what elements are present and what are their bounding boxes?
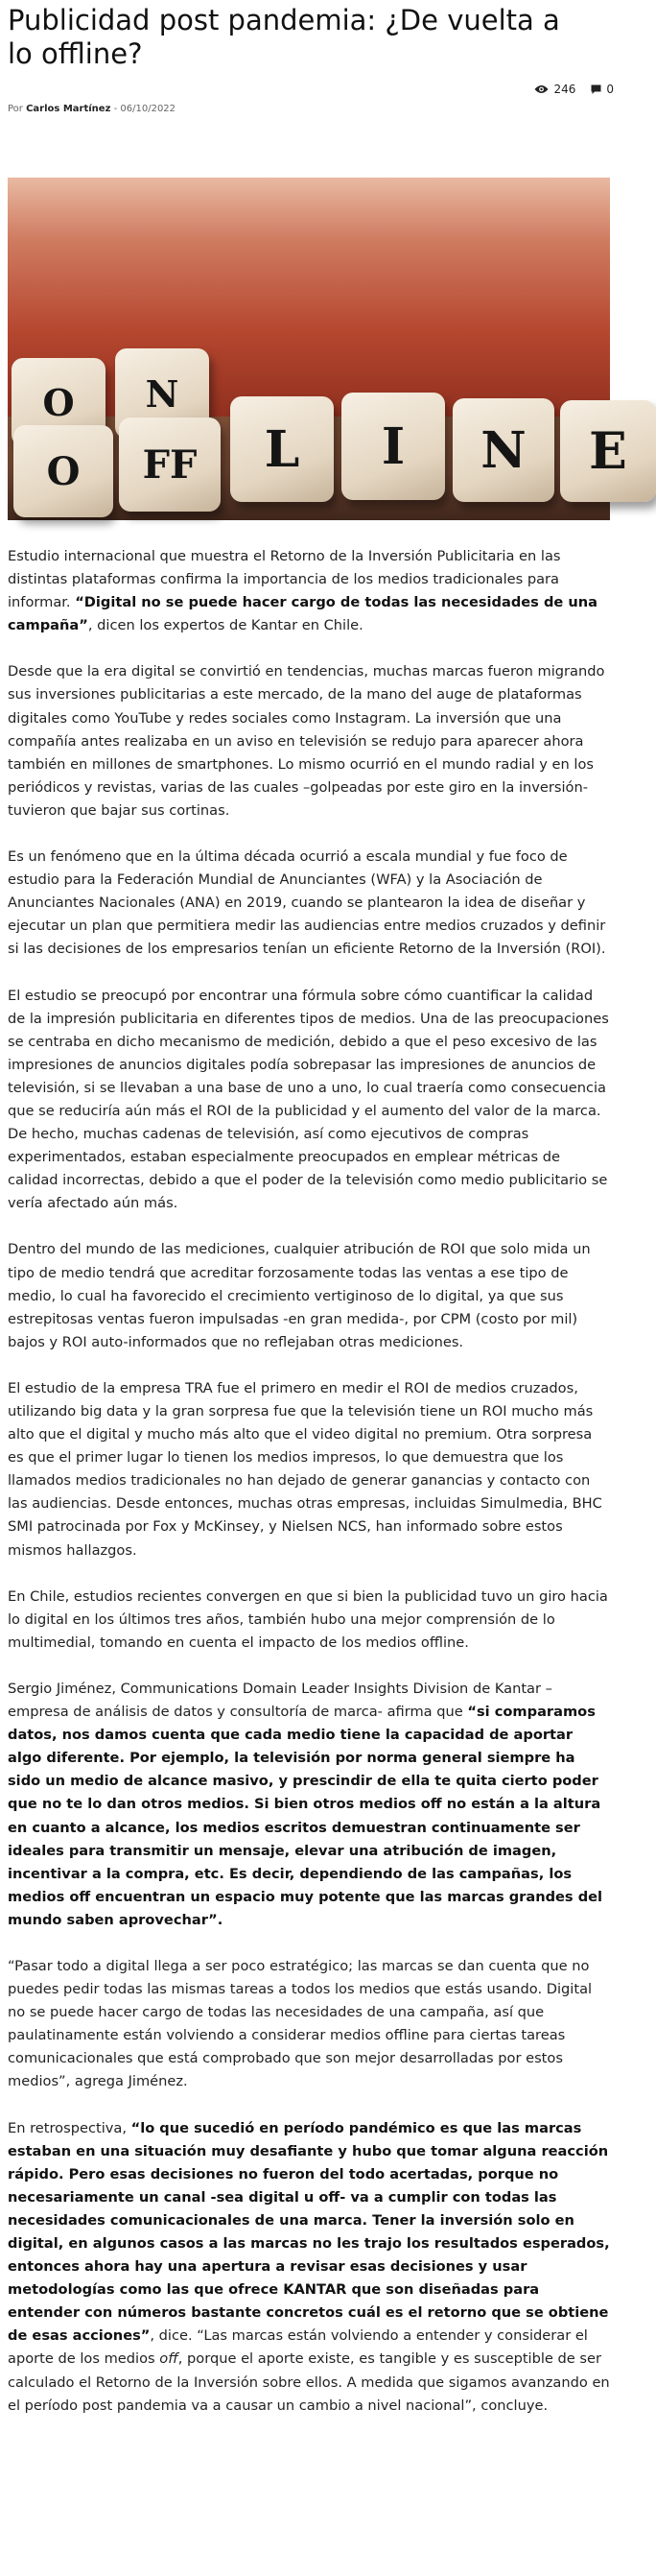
views-counter <box>534 83 575 96</box>
bold-quote: “Digital no se puede hacer cargo de todas las necesidades de una campaña” <box>8 594 598 634</box>
hero-image <box>8 178 627 520</box>
hero-cube <box>560 400 656 502</box>
cube-letter: O <box>42 380 75 424</box>
cube-letter: N <box>145 371 179 416</box>
page-title: Publicidad post pandemia: ¿De vuelta a lo offline? <box>8 4 560 70</box>
paragraph: Es un fenómeno que en la última década ocurrió a escala mundial y fue foco de estudio para la Federación Mundial de Anunciantes (WFA) y la Asociación de Anunciantes Nacionales (ANA) en 2019, cuando se plantearon la idea de diseñar y ejecutar un plan que permitiera medir las audiencias entre medios cruzados y definir si las decisiones de los empresarios tenían un eficiente Retorno de la Inversión (ROI). <box>8 848 606 958</box>
cube-letter: I <box>381 417 406 476</box>
paragraph <box>8 545 610 637</box>
bold-quote: “lo que sucedió en período pandémico es que las marcas estaban en una situación muy desafiante y hubo que tomar alguna reacción rápido. Pero esas decisiones no fueron del todo acertadas, porque no necesariamente un canal -sea digital u off- va a cumplir con todas las necesidades comunicacionales de una marca. Tener la inversión solo en digital, en algunos casos a las marcas no les trajo los resultados esperados, entonces ahora hay una apertura a revisar esas decisiones y usar metodologías como las que ofrece KANTAR que son diseñadas para entender con números bastante concretos cuál es el retorno que se obtiene de esas acciones” <box>8 2119 610 2345</box>
paragraph: El estudio de la empresa TRA fue el primero en medir el ROI de medios cruzados, utilizando big data y la gran sorpresa fue que la televisión tiene un ROI mucho más alto que el digital y mucho más alto que el video digital no premium. Otra sorpresa es que el primer lugar lo tienen los medios impresos, lo que demuestra que los llamados medios tradicionales no han dejado de generar ganancias y contacto con las audiencias. Desde entonces, muchas otras empresas, incluidas Simulmedia, BHC SMI patrocinada por Fox y McKinsey, y Nielsen NCS, han informado sobre estos mismos hallazgos. <box>8 1379 602 1559</box>
comment-icon <box>591 84 601 95</box>
post-date: 06/10/2022 <box>120 104 176 114</box>
article-body <box>8 545 610 2441</box>
cube-letter: E <box>589 421 627 481</box>
cube-letter: L <box>264 419 300 479</box>
eye-icon <box>534 84 549 94</box>
paragraph: El estudio se preocupó por encontrar una fórmula sobre cómo cuantificar la calidad de la impresión publicitaria en diferentes tipos de medios. Una de las preocupaciones se centraba en dicho mecanismo de medición, debido a que el peso excesivo de las impresiones de anuncios digitales podía sobrepasar las impresiones de anuncios de televisión, si se llevaban a una base de uno a uno, lo cual traería como consecuencia que se reduciría aún más el ROI de la publicidad y el aumento del valor de la marca. De hecho, muchas cadenas de televisión, así como ejecutivos de compras experimentados, estaban especialmente preocupados en emplear métricas de calidad incorrectas, debido a que el poder de la televisión como medio publicitario se vería afectado aún más. <box>8 987 609 1212</box>
comments-link[interactable] <box>591 83 614 96</box>
text-run: Estudio internacional que muestra el Retorno de la Inversión Publicitaria en las distintas plataformas confirma la importancia de los medios tradicionales para informar. <box>8 548 561 611</box>
hero-cube <box>341 393 445 500</box>
text-run: Sergio Jiménez, Communications Domain Leader Insights Division de Kantar – empresa de análisis de datos y consultoría de marca- afirma que <box>8 1680 552 1721</box>
paragraph: En Chile, estudios recientes convergen en que si bien la publicidad tuvo un giro hacia lo digital en los últimos tres años, también hubo una mejor comprensión de lo multimedial, tomando en cuenta el impacto de los medios offline. <box>8 1587 608 1651</box>
bold-quote: “si comparamos datos, nos damos cuenta que cada medio tiene la capacidad de aportar algo diferente. Por ejemplo, la televisión por norma general siempre ha sido un medio de alcance masivo, y prescindir de ella te quita cierto poder que no te lo dan otros medios. Si bien otros medios off no están a la altura en cuanto a alcance, los medios escritos demuestran continuamente ser ideales para transmitir un mensaje, elevar una atribución de imagen, incentivar a la compra, etc. Es decir, dependiendo de las campañas, los medios off encuentran un espacio muy potente que las marcas grandes del mundo saben aprovechar”. <box>8 1704 603 1928</box>
paragraph <box>8 1678 610 1932</box>
hero-cube <box>119 417 221 512</box>
italic-word: off <box>159 2350 178 2368</box>
comments-count: 0 <box>606 83 614 96</box>
cube-letter: FF <box>142 441 198 488</box>
paragraph: Dentro del mundo de las mediciones, cualquier atribución de ROI que solo mida un tipo de medio tendrá que acreditar forzosamente todas las ventas a ese tipo de medio, lo cual ha favorecido el crecimiento vertiginoso de lo digital, ya que sus estrepitosas ventas fueron impulsadas -en gran medida-, por CPM (costo por mil) bajos y ROI auto-informados que no reflejaban otras mediciones. <box>8 1241 591 1350</box>
text-run: , porque el aporte existe, es tangible y es susceptible de ser calculado el Retorno de la Inversión sobre ellos. A medida que sigamos avanzando en el período post pandemia va a causar un cambio a nivel nacional”, concluye. <box>8 2350 610 2414</box>
text-run: , dicen los expertos de Kantar en Chile. <box>87 617 363 634</box>
paragraph <box>8 2117 610 2418</box>
hero-cube <box>13 425 113 517</box>
hero-cube <box>453 398 554 502</box>
text-run: , dice. “Las marcas están volviendo a entender y considerar el aporte de los medios <box>8 2327 588 2368</box>
byline-separator: - <box>113 104 118 114</box>
text-run: En retrospectiva, <box>8 2119 131 2136</box>
cube-letter: O <box>46 448 81 494</box>
cube-letter: N <box>480 420 527 480</box>
byline-prefix: Por <box>8 104 23 114</box>
hero-cube <box>230 396 334 502</box>
byline <box>8 102 176 117</box>
paragraph: Desde que la era digital se convirtió en tendencias, muchas marcas fueron migrando sus inversiones publicitarias a este mercado, de la mano del auge de plataformas digitales como YouTube y redes sociales como Instagram. La inversión que una compañía antes realizaba en un aviso en televisión se redujo para aparecer ahora también en millones de smartphones. Lo mismo ocurrió en el mundo radial y en los periódicos y revistas, varias de las cuales –golpeadas por este giro en la inversión- tuvieron que bajar sus cortinas. <box>8 663 605 819</box>
paragraph: “Pasar todo a digital llega a ser poco estratégico; las marcas se dan cuenta que no puedes pedir todas las mismas tareas a todos los medios que estás usando. Digital no se puede hacer cargo de todas las necesidades de una campaña, así que paulatinamente están volviendo a considerar medios offline para ciertas tareas comunicacionales que está comprobado que son mejor desarrolladas por estos medios”, agrega Jiménez. <box>8 1957 593 2090</box>
post-stats <box>519 81 614 98</box>
views-count: 246 <box>553 83 576 96</box>
author-link[interactable]: Carlos Martínez <box>26 104 111 114</box>
